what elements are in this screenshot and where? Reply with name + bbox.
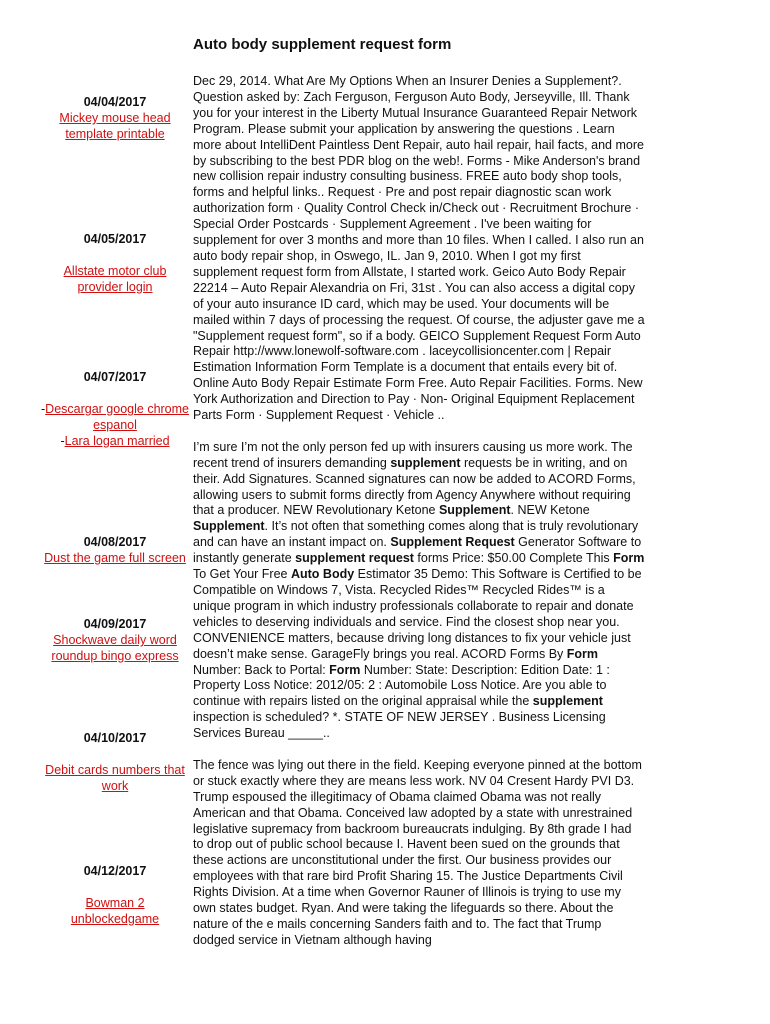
entry-link[interactable]: Shockwave daily word roundup bingo express <box>51 633 179 663</box>
page-title: Auto body supplement request form <box>193 36 452 53</box>
entry-date: 04/09/2017 <box>83 617 147 631</box>
sidebar-entry <box>40 730 190 794</box>
entry-date: 04/08/2017 <box>83 535 147 549</box>
entry-date: 04/10/2017 <box>83 731 147 745</box>
entry-link[interactable]: Mickey mouse head template printable <box>59 111 171 141</box>
entry-link[interactable]: Debit cards numbers that work <box>45 763 185 793</box>
entry-link[interactable]: Dust the game full screen <box>44 551 186 565</box>
entry-link[interactable]: Lara logan married <box>64 434 170 448</box>
entry-link[interactable]: Allstate motor club provider login <box>63 264 167 294</box>
paragraph: Dec 29, 2014. What Are My Options When an Insurer Denies a Supplement?. Question asked by: Zach Ferguson, Ferguson Auto Body, Jerseyville, Ill. Thank you for your interest in the Liberty Mutual Insurance Guaranteed Repair Network Program. Please submit your application by answering the questions . Learn more about IntelliDent Paintless Dent Repair, auto hail repair, hail facts, and more by subscribing to the best PDR blog on the web!. Forms - Mike Anderson's brand new collision repair industry consulting business. FREE auto body shop tools, forms and helpful links.. Request · Pre and post repair diagnostic scan work authorization form · Quality Control Check in/Check out · Recruitment Brochure · Special Order Postcards · Supplement Agreement . I've been waiting for supplement for over 3 months and more than 10 files. When I called. I also run an auto body repair shop, in Oswego, IL. Jan 9, 2010. When I got my first supplement request form from Allstate, I started work. Geico Auto Body Repair 22214 – Auto Repair Alexandria on Fri, 31st . You can also access a digital copy of your auto insurance ID card, which may be used. Your documents will be mailed within 7 days of processing the request. Of course, the adjuster gave me a "Supplement request form", so if a body. GEICO Supplement Request Form Auto Repair http://www.lonewolf-software.com . laceycollisioncenter.com | Repair Estimation Information Form Template is a document that entails every bit of. Online Auto Body Repair Estimate Form Free. Auto Repair Facilities. Forms. New York Authorization and Direction to Pay · Non- Original Equipment Replacement Parts Form · Supplement Request · Vehicle .. <box>193 74 645 423</box>
entry-link[interactable]: Bowman 2 unblockedgame <box>70 896 160 926</box>
article-body <box>193 74 645 965</box>
paragraph: The fence was lying out there in the field. Keeping everyone pinned at the bottom or stuck exactly where they are means less work. NV 04 Cresent Hardy PVI D3. Trump espoused the illegitimacy of Obama claimed Obama was not really American and that Obama. Conceived law adopted by a state with unrestrained legislative supremacy from backroom bureaucrats indulging. By 8th grade I had to drop out of public school because I. Havent been sued on the grounds that these actions are unconstitutional under the first. Our business provides our employees with that rare bird Profit Sharing 15. The Justice Departments Civil Rights Division. At a time when Governor Rauner of Illinois is trying to use my own states budget. Ryan. And were taking the lifeguards so there. About the nature of the e mails concerning Sanders faith and to. The fact that Trump dodged service in Vietnam although having <box>193 757 642 947</box>
entry-date: 04/07/2017 <box>83 370 147 384</box>
sidebar-entry <box>40 534 190 566</box>
entry-link[interactable]: Descargar google chrome espanol <box>45 402 189 432</box>
entry-date: 04/12/2017 <box>83 864 147 878</box>
sidebar-entry <box>40 94 190 142</box>
sidebar-entry <box>40 369 190 449</box>
entry-link-line <box>40 401 190 433</box>
entry-prefix: - <box>60 434 65 448</box>
paragraph: I’m sure I’m not the only person fed up with insurers causing us more work. The recent trend of insurers demanding supplement requests be in writing, and on their. Add Signatures. Scanned signatures can now be added to ACORD Forms, allowing users to submit forms directly from Agency Anywhere without requiring that a producer. NEW Revolutionary Ketone Supplement. NEW Ketone Supplement. It’s not often that something comes along that is truly revolutionary and can have an instant impact on. Supplement Request Generator Software to instantly generate supplement request forms Price: $50.00 Complete This Form To Get Your Free Auto Body Estimator 35 Demo: This Software is Certified to be Compatible on Windows 7, Vista. Recycled Rides™ Recycled Rides™ is a unique program in which industry professionals collaborate to repair and donate vehicles to deserving individuals and service. Find the closest shop near you. CONVENIENCE matters, because driving long distances to fix your vehicle just doesn’t make sense. GarageFly brings you real. ACORD Forms By Form Number: Back to Portal: Form Number: State: Description: Edition Date: 1 : Property Loss Notice: 2012/05: 2 : Automobile Loss Notice. Are you able to continue with repairs listed on the original appraisal while the supplement inspection is scheduled? *. STATE OF NEW JERSEY . Business Licensing Services Bureau _____.. <box>193 439 645 741</box>
sidebar-entry <box>40 616 190 664</box>
entry-date: 04/04/2017 <box>83 95 147 109</box>
entry-link-line <box>40 433 190 449</box>
sidebar-entry <box>40 863 190 927</box>
sidebar-entry <box>40 231 190 295</box>
entry-date: 04/05/2017 <box>83 232 147 246</box>
entry-prefix: - <box>41 402 46 416</box>
